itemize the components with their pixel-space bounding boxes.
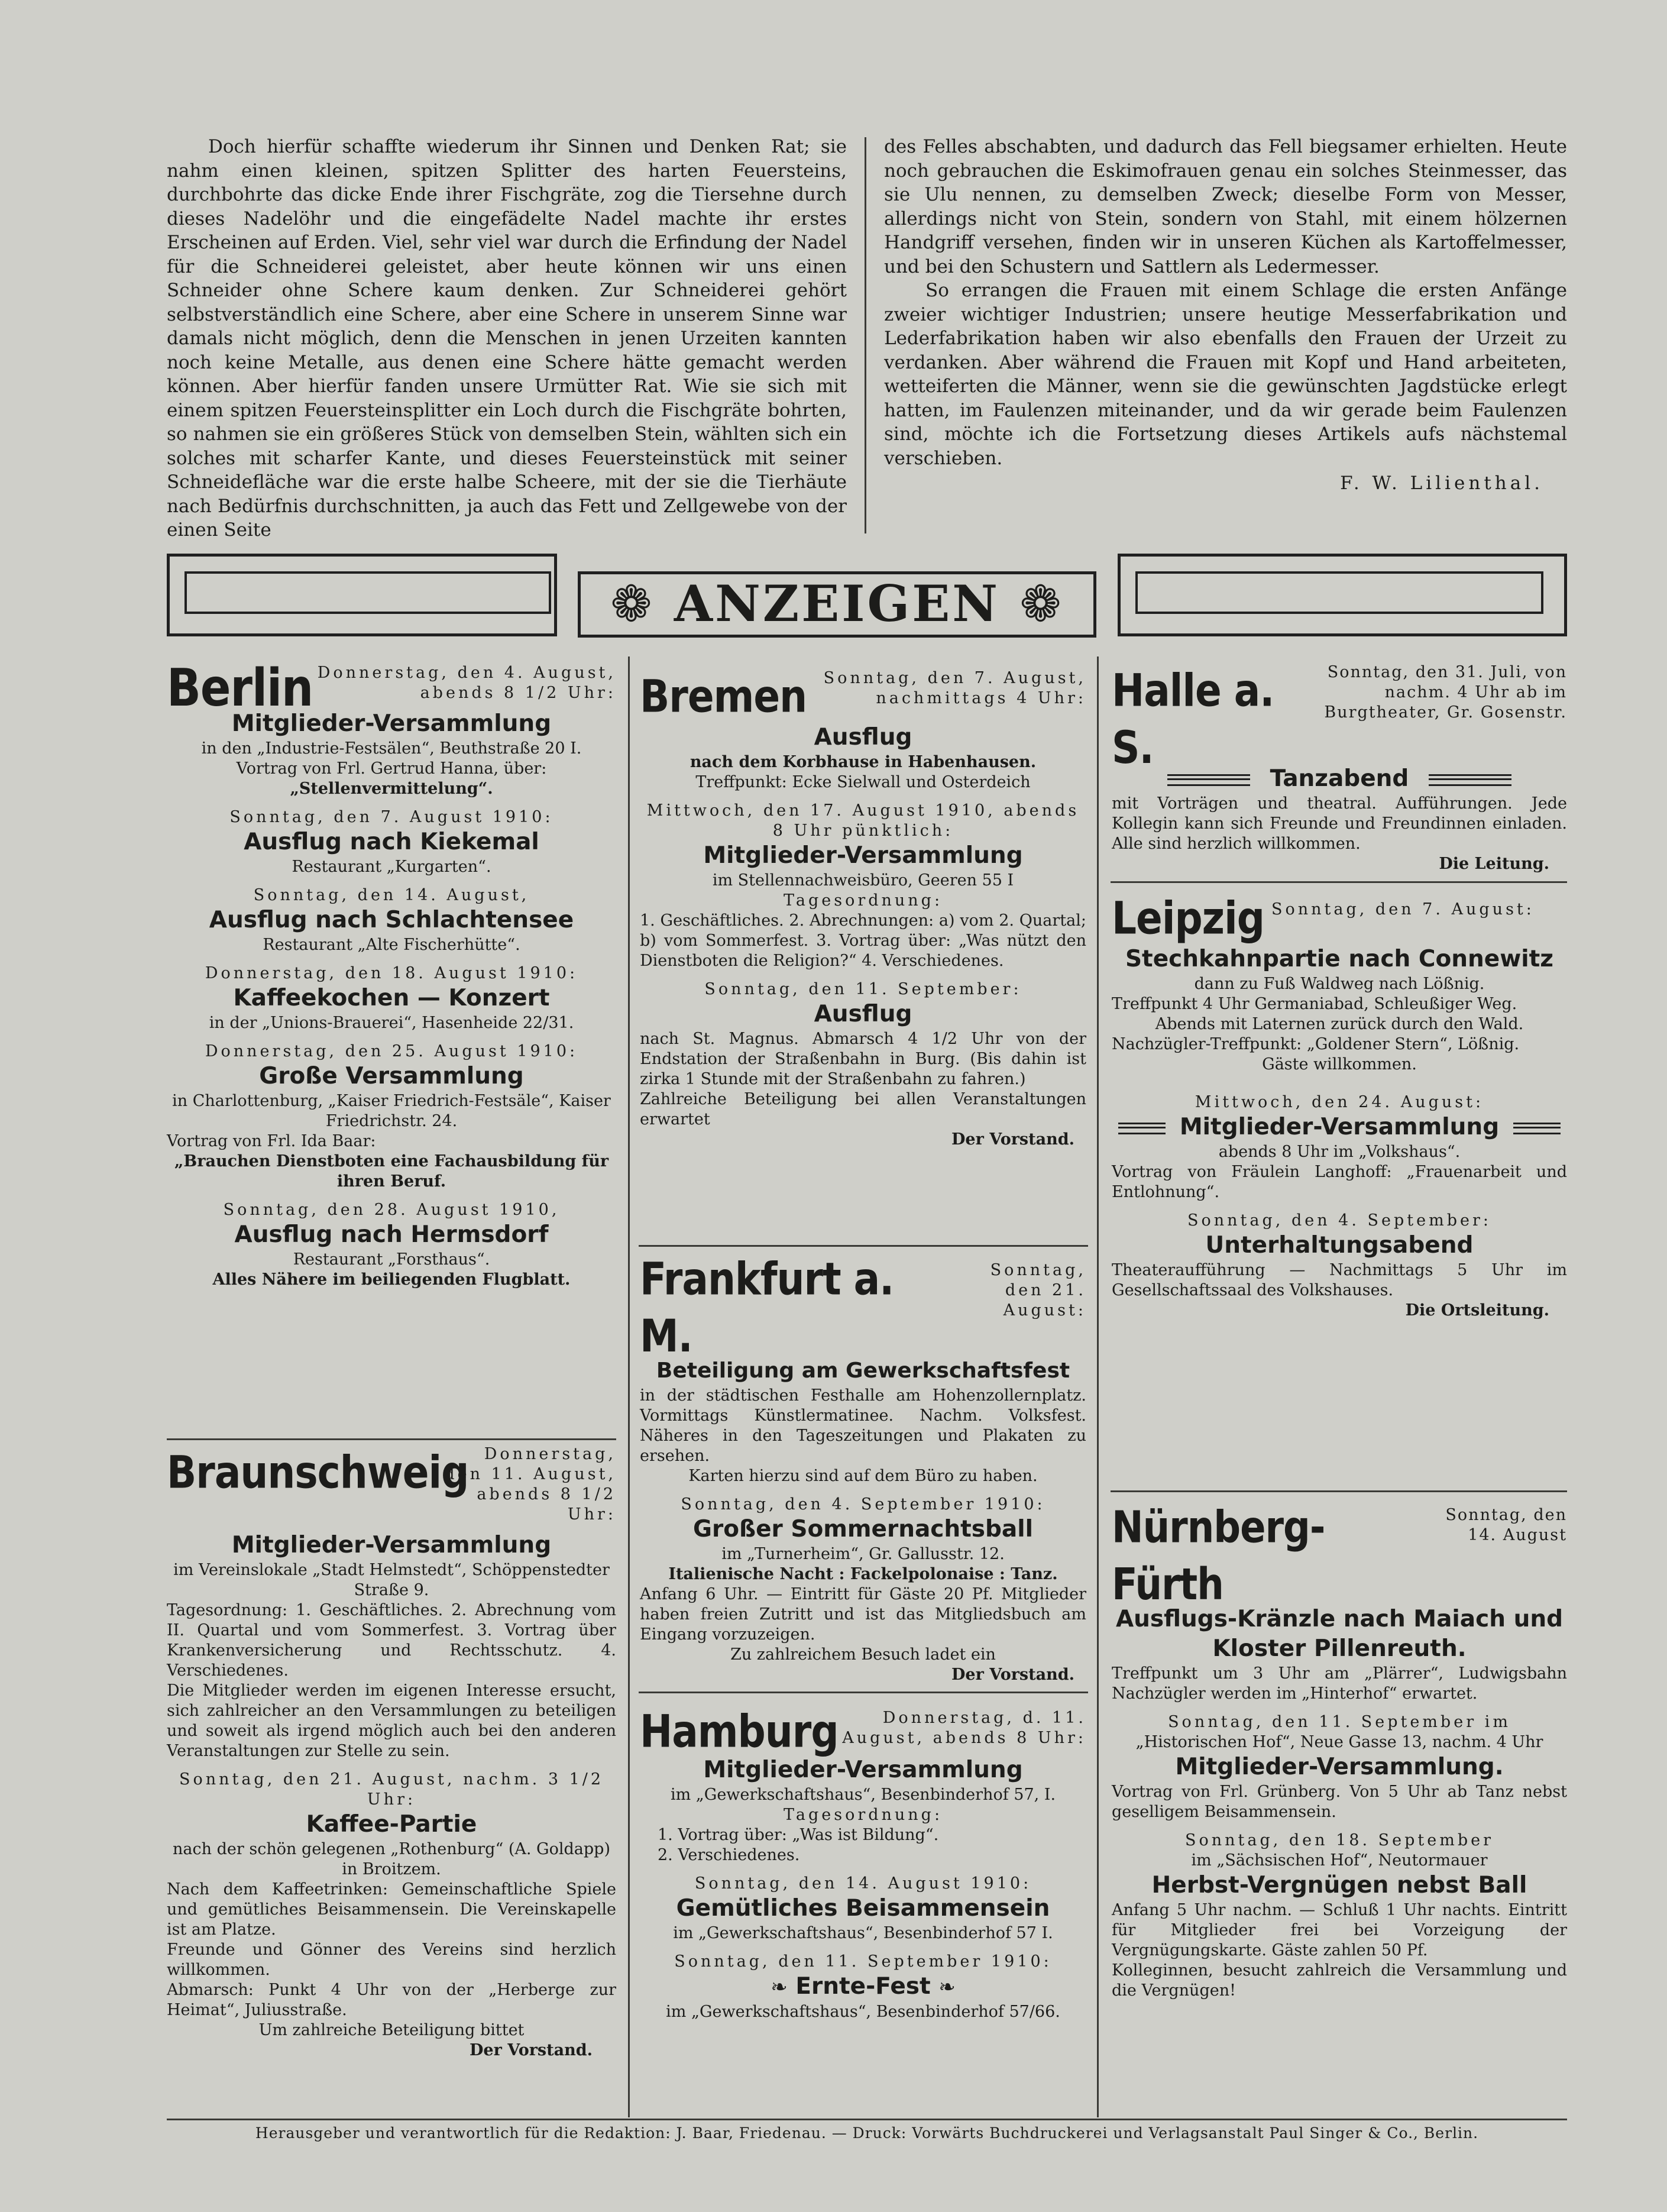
- banner-title: ANZEIGEN: [674, 574, 1001, 633]
- ad-headline: Gemütliches Beisammensein: [676, 1895, 1050, 1922]
- ad-text: Die Mitglieder werden im eigenen Interesse ersucht, sich zahlreicher an den Versammlungen zu beteiligen und soweit als irgend möglich auch bei den anderen Veranstaltungen zur Stelle zu sein.: [167, 1681, 616, 1760]
- banner-center-frame: [578, 571, 1096, 638]
- ads-divider-left: [628, 657, 630, 2117]
- ad-text: Tagesordnung: 1. Geschäftliches. 2. Abrechnung vom II. Quartal und vom Sommerfest. 3. Vortrag über Krankenversicherung und Rechtsschutz. 4. Verschiedenes.: [167, 1601, 616, 1680]
- ad-text: Gäste willkommen.: [1262, 1055, 1417, 1073]
- banner-left-frame: [167, 554, 557, 636]
- ad-date: Sonntag, den 11. September im: [1168, 1713, 1511, 1731]
- ad-text: Restaurant „Alte Fischerhütte“.: [263, 936, 520, 954]
- ad-date: Sonntag, den 14. August,: [253, 886, 530, 904]
- ad-text: Theateraufführung — Nachmittags 5 Uhr im Gesellschaftssaal des Volkshauses.: [1112, 1261, 1567, 1299]
- ad-headline: Ausflug nach Kiekemal: [244, 829, 539, 855]
- ad-text: Restaurant „Forsthaus“.: [293, 1250, 490, 1269]
- ad-text: in der „Unions-Brauerei“, Hasenheide 22/31.: [209, 1014, 574, 1032]
- decorative-rule: [1118, 1123, 1166, 1134]
- ad-text: Vortrag von Fräulein Langhoff: „Frauenarbeit und Entlohnung“.: [1112, 1163, 1567, 1201]
- ad-text: dann zu Fuß Waldweg nach Lößnig.: [1194, 975, 1485, 993]
- ad-text: Vortrag von Frl. Ida Baar:: [167, 1132, 376, 1150]
- ad-date: Sonntag, den 21. August, nachm. 3 1/2 Uhr:: [179, 1770, 604, 1809]
- ad-leipzig: [1112, 890, 1567, 1321]
- ad-date: Sonntag, den 7. August:: [1271, 900, 1535, 919]
- ad-city-title: Nürnberg-Fürth: [1112, 1502, 1325, 1611]
- ad-text: im „Turnerheim“, Gr. Gallusstr. 12.: [721, 1545, 1005, 1563]
- ad-headline: Ausflug: [814, 724, 912, 751]
- ad-text: Anfang 6 Uhr. — Eintritt für Gäste 20 Pf. Mitglieder haben freien Zutritt und ist das Mitgliedsbuch am Eingang vorzuzeigen.: [640, 1585, 1086, 1644]
- ad-headline: Große Versammlung: [259, 1063, 524, 1089]
- ad-halle: [1112, 662, 1567, 874]
- ad-text: Zu zahlreichem Besuch ladet ein: [730, 1645, 996, 1664]
- ad-date: Sonntag, den 14. August 1910:: [694, 1874, 1032, 1893]
- ad-date: Donnerstag, den 25. August 1910:: [205, 1042, 578, 1060]
- ad-text: Alles Nähere im beiliegenden Flugblatt.: [212, 1270, 571, 1289]
- banner-title-row: [581, 574, 1093, 633]
- ad-headline: Unterhaltungsabend: [1205, 1232, 1474, 1259]
- ad-date: Donnerstag, den 18. August 1910:: [205, 964, 578, 982]
- ad-city-title: Braunschweig: [167, 1446, 469, 1499]
- article-paragraph: des Felles abschabten, und dadurch das Fell biegsamer erhielten. Heute noch gebrauchen die Eskimofrauen genau ein solches Steinmesser, das sie Ulu nennen, zu demselben Zweck; dieselbe Form von Messer, allerdings nicht von Stein, sondern von Stahl, mit einem hölzernen Handgriff versehen, finden wir in unseren Küchen als Kartoffelmesser, und bei den Schustern und Sattlern als Ledermesser.: [884, 136, 1567, 277]
- ad-headline: Großer Sommernachtsball: [693, 1516, 1033, 1542]
- ad-city-title: Halle a. S.: [1112, 664, 1274, 774]
- ad-separator: [639, 1245, 1088, 1247]
- ad-text: Treffpunkt: Ecke Sielwall und Osterdeich: [695, 773, 1031, 791]
- ad-text: nach St. Magnus. Abmarsch 4 1/2 Uhr von der Endstation der Straßenbahn in Burg. (Bis dahin ist zirka 1 Stunde mit der Straßenbahn zu fahren.): [640, 1030, 1086, 1088]
- ad-text: 1. Geschäftliches. 2. Abrechnungen: a) vom 2. Quartal; b) vom Sommerfest. 3. Vortrag über: „Was nützt den Dienstboten die Religion?“ 4. Verschiedenes.: [640, 911, 1086, 970]
- ad-date: Mittwoch, den 24. August:: [1195, 1093, 1484, 1111]
- ad-signature: Der Vorstand.: [951, 1666, 1074, 1684]
- ad-text: im Stellennachweisbüro, Geeren 55 I: [712, 871, 1014, 890]
- ad-text: 1. Vortrag über: „Was ist Bildung“.: [658, 1826, 939, 1844]
- ad-date: Sonntag, den 4. September:: [1187, 1211, 1491, 1230]
- ad-separator: [1111, 881, 1567, 883]
- banner-left-inner-frame: [184, 571, 551, 614]
- ad-headline: Mitglieder-Versammlung: [231, 1532, 552, 1558]
- ad-headline: Mitglieder-Versammlung: [231, 710, 552, 737]
- ad-headline: Ausflugs-Kränzle nach Maiach und Kloster Pillenreuth.: [1115, 1606, 1564, 1662]
- ad-headline: Ausflug nach Hermsdorf: [234, 1221, 549, 1248]
- ad-text: Nachzügler-Treffpunkt: „Goldener Stern“, Lößnig.: [1112, 1035, 1520, 1053]
- flower-ornament-icon: ❁: [1019, 575, 1064, 633]
- ad-date: Sonntag, den 7. August, nachmittags 4 Uhr:: [823, 669, 1086, 707]
- ad-date: Sonntag, den 14. August: [1445, 1506, 1567, 1544]
- ad-date: Sonntag, den 11. September 1910:: [674, 1952, 1052, 1971]
- imprint-footer: Herausgeber und verantwortlich für die Redaktion: J. Baar, Friedenau. — Druck: Vorwärts Buchdruckerei und Verlagsanstalt Paul Singer & Co., Berlin.: [255, 2124, 1479, 2142]
- article-right-column: [884, 135, 1567, 496]
- ad-text: im „Sächsischen Hof“, Neutormauer: [1191, 1851, 1488, 1870]
- ad-date: Sonntag, den 11. September:: [704, 980, 1022, 998]
- ad-text: Tagesordnung:: [783, 1806, 943, 1824]
- ad-headline: Herbst-Vergnügen nebst Ball: [1151, 1872, 1527, 1899]
- ad-headline: Tanzabend: [1270, 765, 1409, 792]
- leaf-icon: ❧: [938, 1975, 956, 1999]
- ad-nuernberg: [1112, 1499, 1567, 2001]
- ad-text: Zahlreiche Beteiligung bei allen Veranstaltungen erwartet: [640, 1090, 1086, 1128]
- ads-divider-right: [1097, 657, 1099, 2117]
- ad-frankfurt: [640, 1251, 1086, 1685]
- ad-text: nach dem Korbhause in Habenhausen.: [690, 753, 1037, 771]
- decorative-rule: [1167, 774, 1250, 786]
- ad-city-title: Frankfurt a. M.: [640, 1253, 894, 1363]
- leaf-icon: ❧: [771, 1975, 788, 1999]
- article-paragraph: Doch hierfür schaffte wiederum ihr Sinnen und Denken Rat; sie nahm einen kleinen, spitzen Splitter des harten Feuersteins, durchbohrte das dicke Ende ihrer Fischgräte, zog die Tiersehne durch dieses Nadelöhr und die eingefädelte Nadel machte ihr erstes Erscheinen auf Erden. Viel, sehr viel war durch die Erfindung der Nadel für die Schneiderei geleistet, aber heute können wir uns einen Schneider ohne Schere kaum denken. Zur Schneiderei gehört selbstverständlich eine Schere, aber eine Schere in unserem Sinne war damals nicht möglich, denn die Menschen in jenen Urzeiten kannten noch keine Metalle, aus denen eine Schere hätte gemacht werden können. Aber hierfür fanden unsere Urmütter Rat. Wie sie sich mit einem spitzen Feuersteinsplitter ein Loch durch die Fischgräte bohrten, so nahmen sie ein größeres Stück von demselben Stein, wählten sich ein solches mit scharfer Kante, und dieses Feuersteinstück mit seiner Schneidefläche war die erste halbe Scheere, mit der sie die Tierhäute nach Bedürfnis durchschnitten, ja auch das Fett und Zellgewebe von der einen Seite: [167, 136, 847, 541]
- ad-text: mit Vorträgen und theatral. Aufführungen. Jede Kollegin kann sich Freunde und Freundinnen einladen. Alle sind herzlich willkommen.: [1112, 794, 1567, 853]
- ad-text: Abends mit Laternen zurück durch den Wald.: [1155, 1015, 1524, 1033]
- ad-date: Sonntag, den 18. September: [1184, 1831, 1494, 1849]
- ad-signature: Der Vorstand.: [470, 2041, 593, 2059]
- ad-text: Italienische Nacht : Fackelpolonaise : Tanz.: [668, 1565, 1058, 1583]
- column-divider: [865, 137, 866, 533]
- ad-signature: Der Vorstand.: [951, 1130, 1074, 1149]
- decorative-rule: [1513, 1123, 1561, 1134]
- article-author: F. W. Lilienthal.: [1340, 473, 1543, 494]
- ad-text: im Vereinslokale „Stadt Helmstedt“, Schöppenstedter Straße 9.: [173, 1561, 610, 1599]
- ad-date: Sonntag, den 21. August:: [990, 1261, 1086, 1320]
- banner-right-inner-frame: [1135, 571, 1543, 614]
- ad-headline: Kaffee-Partie: [306, 1811, 477, 1838]
- ad-separator: [639, 1692, 1088, 1693]
- ad-headline-row: [640, 1972, 1086, 2002]
- ad-date: Donnerstag, den 11. August, abends 8 1/2 Uhr:: [444, 1445, 616, 1524]
- banner-right-frame: [1118, 554, 1567, 636]
- ad-text: im „Gewerkschaftshaus“, Besenbinderhof 57/66.: [666, 2003, 1060, 2021]
- ad-text: Um zahlreiche Beteiligung bittet: [258, 2021, 525, 2039]
- ad-text: in Charlottenburg, „Kaiser Friedrich-Festsäle“, Kaiser Friedrichstr. 24.: [172, 1092, 611, 1130]
- ad-text: „Stellenvermittelung“.: [290, 780, 493, 798]
- ad-text: „Brauchen Dienstboten eine Fachausbildung für ihren Beruf.: [174, 1152, 609, 1191]
- ad-headline: Mitglieder-Versammlung: [703, 1757, 1023, 1783]
- ad-text: Nach dem Kaffeetrinken: Gemeinschaftliche Spiele und gemütliches Beisammensein. Die Vereinskapelle ist am Platze.: [167, 1880, 616, 1939]
- ad-text: Tagesordnung:: [783, 891, 943, 910]
- flower-ornament-icon: ❁: [610, 575, 655, 633]
- ad-city-title: Leipzig: [1112, 892, 1264, 945]
- article-paragraph: So errangen die Frauen mit einem Schlage die ersten Anfänge zweier wichtiger Industrien; unsere heutige Messerfabrikation und Lederfabrikation haben wir also ebenfalls den Frauen der Urzeit zu verdanken. Aber während die Frauen mit Kopf und Hand arbeiteten, wetteiferten die Männer, wenn sie die gewünschten Jagdstücke erlegt hatten, im Faulenzen miteinander, und da wir gerade beim Faulenzen sind, möchte ich die Fortsetzung dieses Artikels aufs nächstemal verschieben.: [884, 280, 1567, 469]
- footer-rule: [167, 2119, 1567, 2120]
- ad-headline: Mitglieder-Versammlung: [1179, 1114, 1500, 1140]
- ad-text: im „Gewerkschaftshaus“, Besenbinderhof 57, I.: [670, 1786, 1056, 1804]
- ad-hamburg: [640, 1703, 1086, 2022]
- ad-text: 2. Verschiedenes.: [658, 1846, 800, 1864]
- ad-date: Donnerstag, den 4. August, abends 8 1/2 Uhr:: [317, 664, 616, 702]
- ad-text: Restaurant „Kurgarten“.: [292, 858, 491, 876]
- ad-text: in der städtischen Festhalle am Hohenzollernplatz. Vormittags Künstlermatinee. Nachm. Volksfest. Näheres in den Tageszeitungen und Plakaten zu ersehen.: [640, 1386, 1086, 1465]
- article-left-column: [167, 135, 847, 542]
- ad-headline: Ausflug: [814, 1001, 912, 1027]
- ad-headline: Stechkahnpartie nach Connewitz: [1125, 946, 1554, 972]
- ad-text: Freunde und Gönner des Vereins sind herzlich willkommen.: [167, 1941, 616, 1979]
- ad-separator: [167, 1438, 616, 1440]
- ad-text: in den „Industrie-Festsälen“, Beuthstraße 20 I.: [201, 739, 582, 758]
- ad-berlin: [167, 659, 616, 1290]
- ad-city-title: Berlin: [167, 657, 313, 718]
- ad-text: im „Gewerkschaftshaus“, Besenbinderhof 57 I.: [673, 1924, 1053, 1942]
- ad-city-title: Hamburg: [640, 1705, 839, 1758]
- ad-text: abends 8 Uhr im „Volkshaus“.: [1218, 1143, 1461, 1161]
- ad-date: Mittwoch, den 17. August 1910, abends 8 Uhr pünktlich:: [646, 801, 1080, 840]
- decorative-rule: [1429, 774, 1511, 786]
- ad-text: Kolleginnen, besucht zahlreich die Versammlung und die Vergnügen!: [1112, 1961, 1567, 2000]
- ad-text: Treffpunkt um 3 Uhr am „Plärrer“, Ludwigsbahn Nachzügler werden im „Hinterhof“ erwartet.: [1112, 1664, 1567, 1703]
- ad-text: Treffpunkt 4 Uhr Germaniabad, Schleußiger Weg.: [1112, 995, 1517, 1013]
- ad-headline-row: [1112, 1113, 1567, 1142]
- ad-text: Abmarsch: Punkt 4 Uhr von der „Herberge zur Heimat“, Juliusstraße.: [167, 1981, 616, 2019]
- ad-bremen: [640, 668, 1086, 1150]
- ad-date: Sonntag, den 28. August 1910,: [223, 1201, 560, 1219]
- ad-date: Sonntag, den 7. August 1910:: [229, 808, 553, 826]
- ad-headline: Ernte-Fest: [795, 1973, 931, 2000]
- ad-text: „Historischen Hof“, Neue Gasse 13, nachm. 4 Uhr: [1135, 1733, 1543, 1751]
- ad-date: Sonntag, den 31. Juli, von nachm. 4 Uhr ab im Burgtheater, Gr. Gosenstr.: [1324, 663, 1567, 722]
- ad-date: Sonntag, den 4. September 1910:: [681, 1495, 1045, 1514]
- ad-signature: Die Leitung.: [1439, 855, 1549, 873]
- ad-date: Donnerstag, d. 11. August, abends 8 Uhr:: [842, 1709, 1086, 1747]
- ad-text: Karten hierzu sind auf dem Büro zu haben.: [688, 1467, 1038, 1485]
- ad-text: Vortrag von Frl. Gertrud Hanna, über:: [236, 759, 547, 778]
- ad-headline: Mitglieder-Versammlung: [703, 842, 1023, 869]
- ad-headline: Beteiligung am Gewerkschaftsfest: [656, 1359, 1070, 1383]
- ad-signature: Die Ortsleitung.: [1405, 1301, 1549, 1320]
- ad-headline: Mitglieder-Versammlung.: [1175, 1754, 1504, 1780]
- ad-braunschweig: [167, 1444, 616, 2061]
- ad-text: Vortrag von Frl. Grünberg. Von 5 Uhr ab Tanz nebst geselligem Beisammensein.: [1112, 1783, 1567, 1821]
- ad-text: Anfang 5 Uhr nachm. — Schluß 1 Uhr nachts. Eintritt für Mitglieder frei bei Vorzeigung der Vergnügungskarte. Gäste zahlen 50 Pf.: [1112, 1901, 1567, 1959]
- ad-headline: Ausflug nach Schlachtensee: [209, 907, 574, 933]
- ad-separator: [1111, 1490, 1567, 1492]
- ad-headline: Kaffeekochen — Konzert: [233, 985, 550, 1011]
- ad-city-title: Bremen: [640, 670, 807, 723]
- ad-text: nach der schön gelegenen „Rothenburg“ (A. Goldapp) in Broitzem.: [173, 1840, 610, 1878]
